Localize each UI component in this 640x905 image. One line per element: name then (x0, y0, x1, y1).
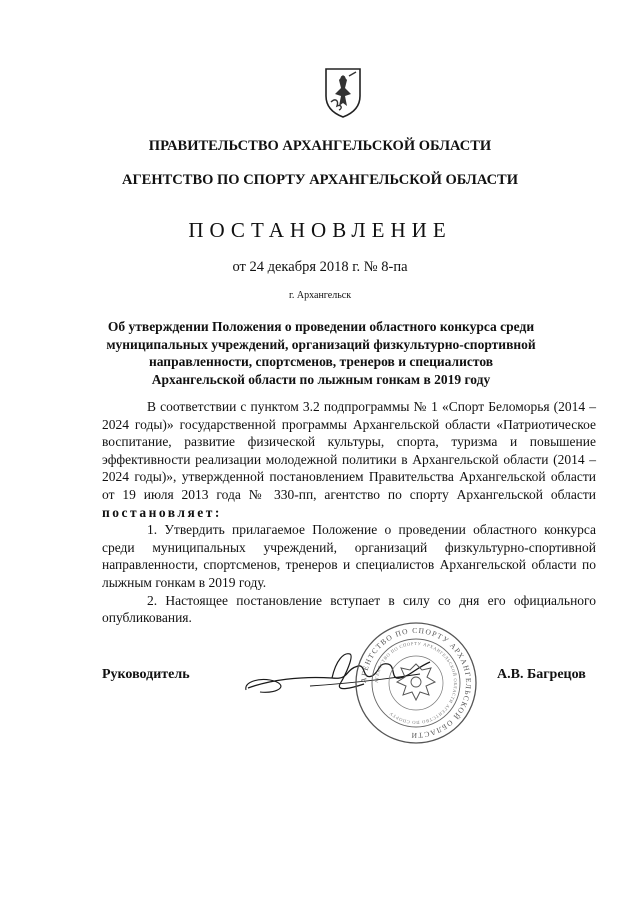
signatory-name: А.В. Багрецов (497, 667, 586, 682)
document-type: ПОСТАНОВЛЕНИЕ (188, 218, 452, 242)
document-date-number: от 24 декабря 2018 г. № 8-па (232, 259, 408, 275)
preamble-paragraph (102, 398, 596, 521)
svg-text:АГЕНТСТВО ПО СПОРТУ АРХАНГЕЛЬС: АГЕНТСТВО ПО СПОРТУ АРХАНГЕЛЬСКОЙ ОБЛАСТИ АГЕНТСТВО ПО СПОРТУ (373, 640, 459, 726)
svg-text:АГЕНТСТВО ПО СПОРТУ АРХАНГЕЛЬС: АГЕНТСТВО ПО СПОРТУ АРХАНГЕЛЬСКОЙ ОБЛАСТИ (358, 625, 474, 741)
preamble-text: В соответствии с пунктом 3.2 подпрограммы № 1 «Спорт Беломорья (2014 – 2024 годы)» государственной программы Архангельской области «Патриотическое воспитание, развитие физической культуры, спорта, туризма и повышение эффективности реализации молодежной политики в Архангельской области (2014 – 2024 годы)», утвержденной постановлением Правительства Архангельской области от 19 июля 2013 года № 330-пп, агентство по спорту Архангельской области (102, 399, 596, 502)
coat-of-arms-icon (323, 66, 363, 118)
document-body (102, 398, 596, 627)
document-city: г. Архангельск (288, 290, 352, 301)
document-subject: Об утверждении Положения о проведении областного конкурса среди муниципальных учреждений, организаций физкультурно-спортивной направленности, спортсменов, тренеров и специалистов Архангельской области по лыжным гонкам в 2019 году (106, 319, 536, 387)
government-title: ПРАВИТЕЛЬСТВО АРХАНГЕЛЬСКОЙ ОБЛАСТИ (148, 138, 492, 154)
signatory-position: Руководитель (102, 667, 190, 682)
decree-item-2: 2. Настоящее постановление вступает в силу со дня его официального опубликования. (102, 592, 596, 626)
decree-word: постановляет: (102, 504, 222, 520)
agency-title: АГЕНТСТВО ПО СПОРТУ АРХАНГЕЛЬСКОЙ ОБЛАСТИ (121, 172, 519, 188)
decree-item-1: 1. Утвердить прилагаемое Положение о проведении областного конкурса среди муниципальных учреждений, организаций физкультурно-спортивной направленности, спортсменов, тренеров и специалистов Архангельской области по лыжным гонкам в 2019 году. (102, 522, 596, 590)
official-seal (353, 620, 479, 746)
